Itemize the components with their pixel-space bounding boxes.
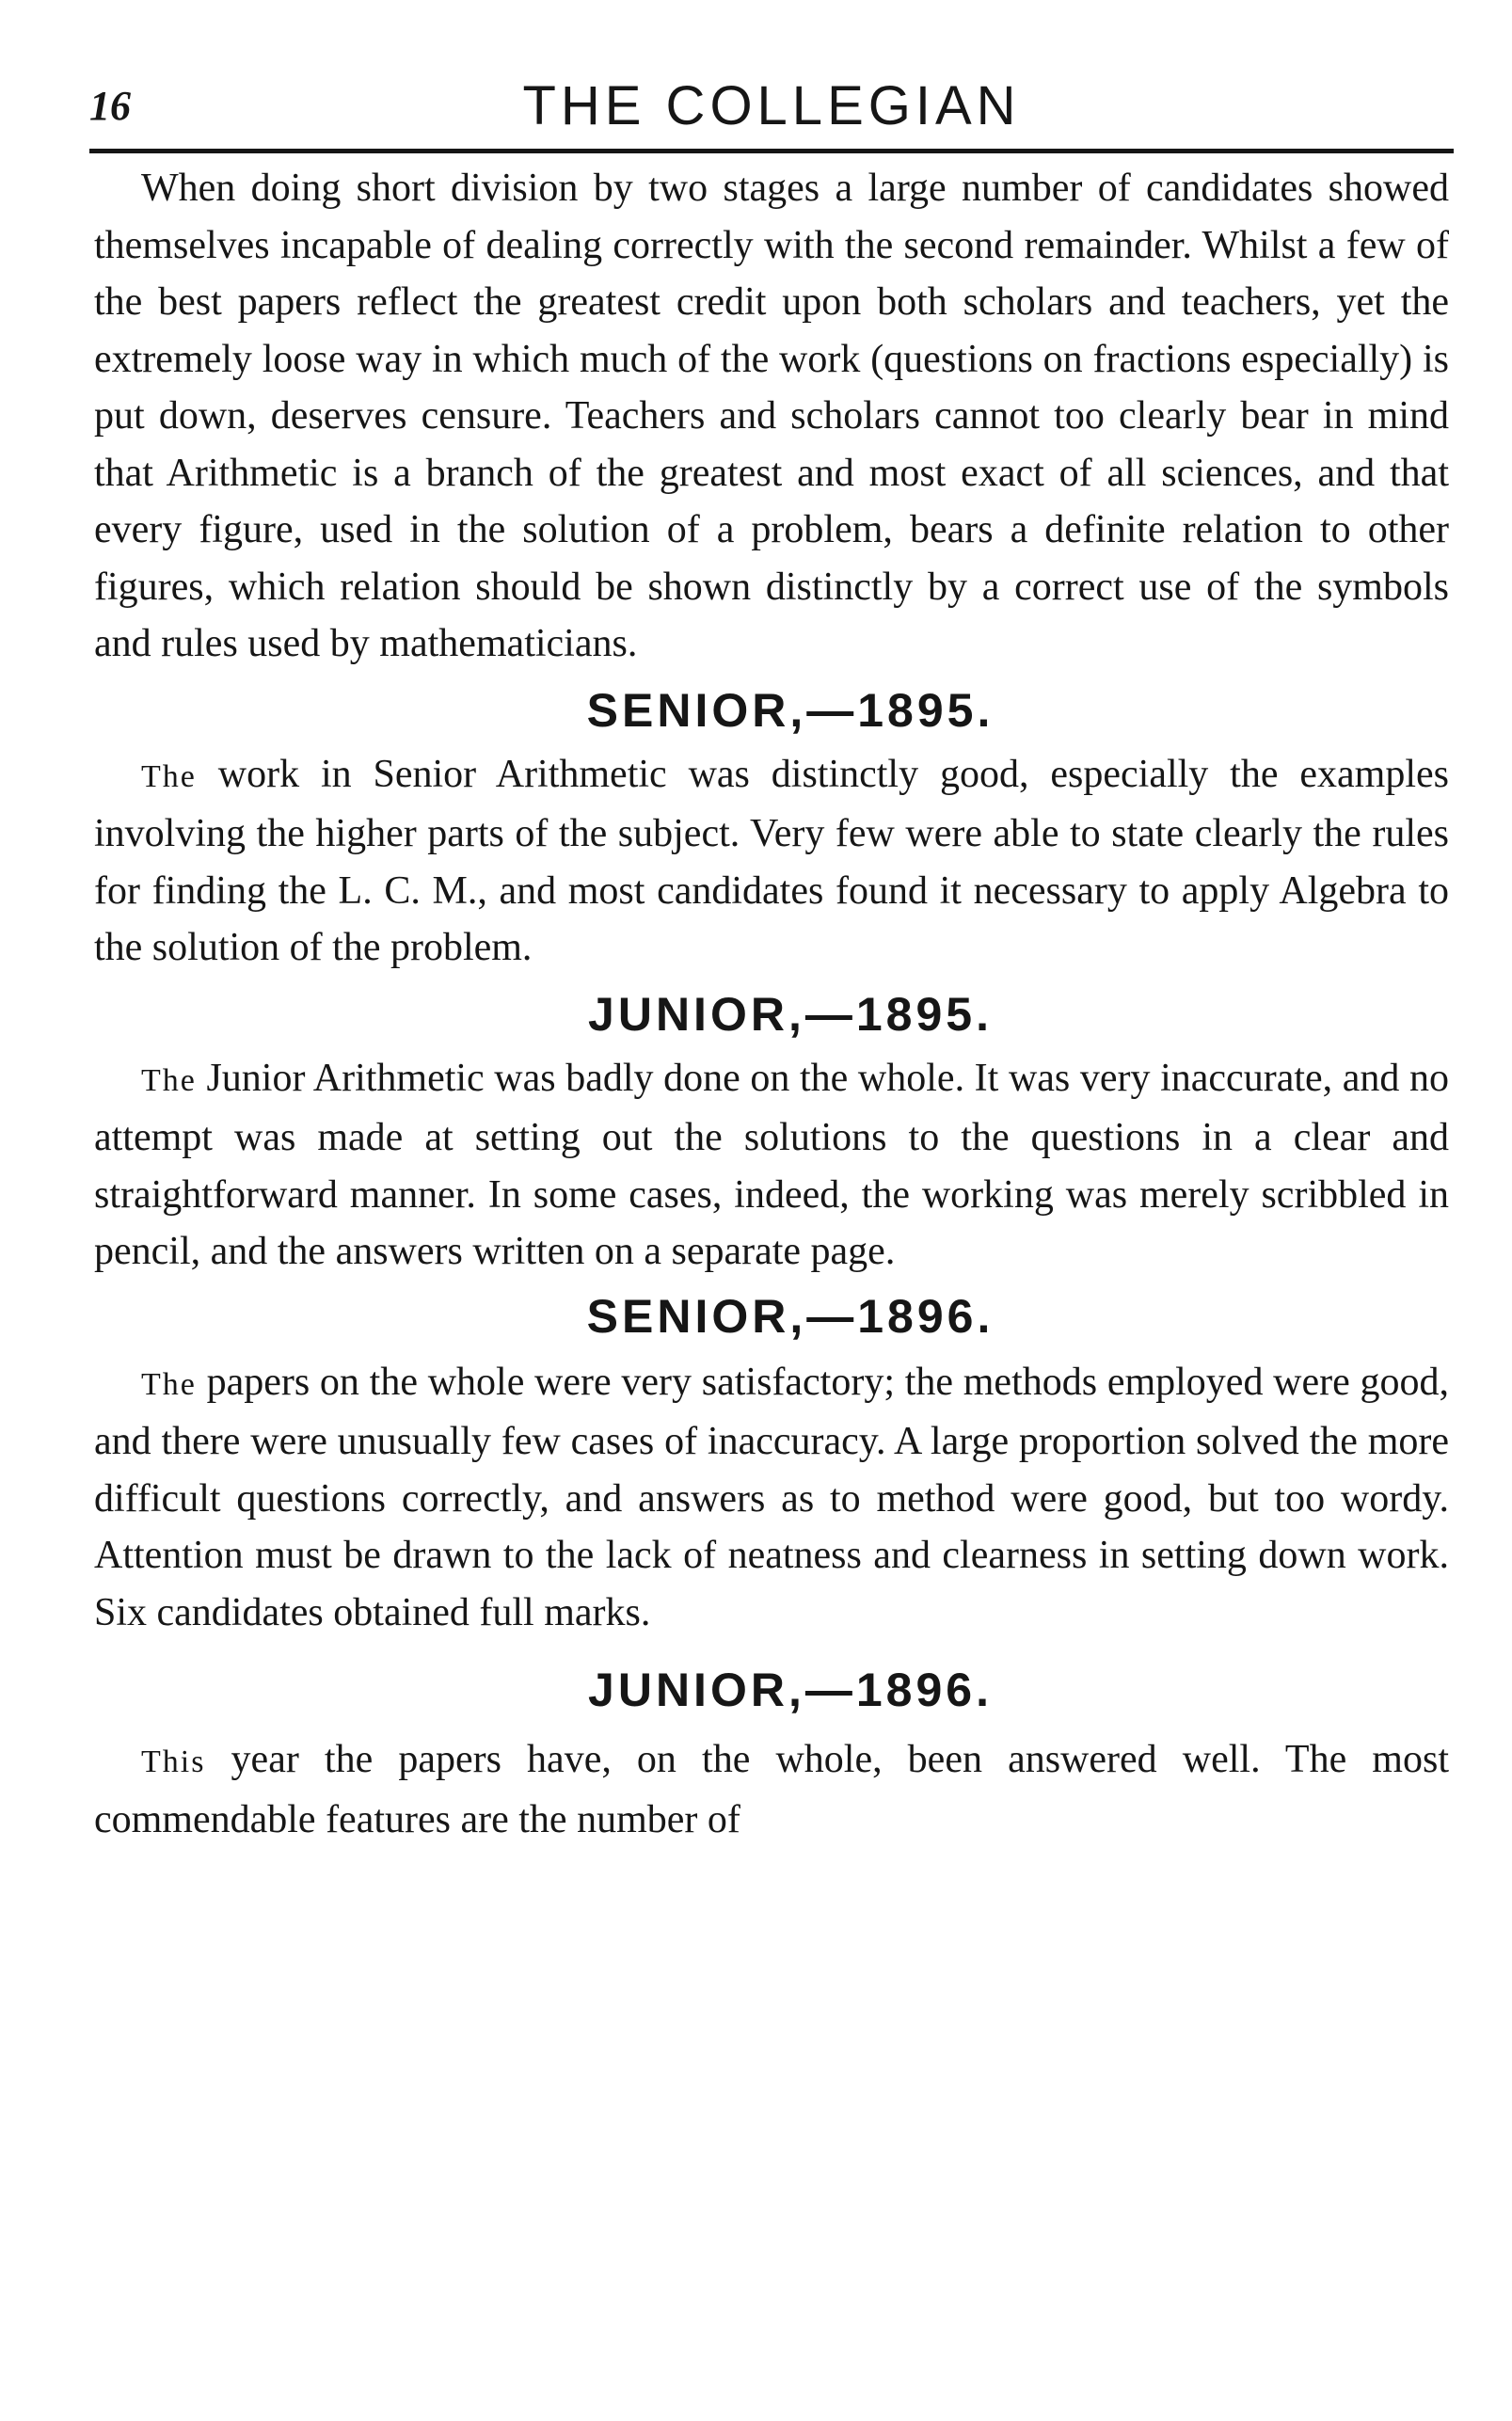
section-paragraph-senior-1895	[94, 746, 1449, 977]
section-paragraph-junior-1895	[94, 1050, 1449, 1281]
lead-word: The	[141, 1062, 197, 1098]
journal-title: THE COLLEGIAN	[522, 75, 1021, 136]
paragraph-text: year the papers have, on the whole, been answered well. The most commendable features are the number of	[94, 1738, 1449, 1841]
section-heading-senior-1896: SENIOR,—1896.	[586, 1289, 995, 1343]
paragraph-text: work in Senior Arithmetic was distinctly good, especially the examples involving the higher parts of the subject. Very few were able to state clearly the rules for finding the L. C. M., and most candidates found it necessary to apply Algebra to the solution of the problem.	[94, 752, 1449, 969]
section-heading-junior-1895: JUNIOR,—1895.	[588, 987, 993, 1041]
lead-word: The	[141, 1366, 197, 1402]
header-rule	[89, 149, 1454, 153]
paragraph-text: Junior Arithmetic was badly done on the whole. It was very inaccurate, and no attempt was made at setting out the solutions to the questions in a clear and straightforward manner. In some cases, indeed, the working was merely scribbled in pencil, and the answers written on a separate page.	[94, 1056, 1449, 1273]
section-paragraph-junior-1896	[94, 1731, 1449, 1848]
paragraph-text: papers on the whole were very satisfactory; the methods employed were good, and there were unusually few cases of inaccuracy. A large proportion solved the more difficult questions correctly, and answers as to method were good, but too wordy. Attention must be drawn to the lack of neatness and clearness in setting down work. Six candidates obtained full marks.	[94, 1360, 1449, 1634]
running-head	[89, 73, 1454, 139]
intro-paragraph: When doing short division by two stages a large number of candidates showed themselves incapable of dealing correctly with the second remainder. Whilst a few of the best papers reflect the greatest credit upon both scholars and teachers, yet the extremely loose way in which much of the work (questions on fractions especially) is put down, deserves censure. Teachers and scholars cannot too clearly bear in mind that Arithmetic is a branch of the greatest and most exact of all sciences, and that every figure, used in the solution of a problem, bears a definite relation to other figures, which relation should be shown distinctly by a correct use of the symbols and rules used by mathematicians.	[94, 167, 1449, 665]
section-heading-junior-1896: JUNIOR,—1896.	[588, 1664, 993, 1716]
section-heading-senior-1895: SENIOR,—1895.	[586, 683, 995, 737]
lead-word: The	[141, 758, 197, 794]
article-body	[94, 160, 1449, 1848]
lead-word: This	[141, 1744, 206, 1779]
section-paragraph-senior-1896	[94, 1354, 1449, 1642]
page-number: 16	[89, 83, 131, 129]
